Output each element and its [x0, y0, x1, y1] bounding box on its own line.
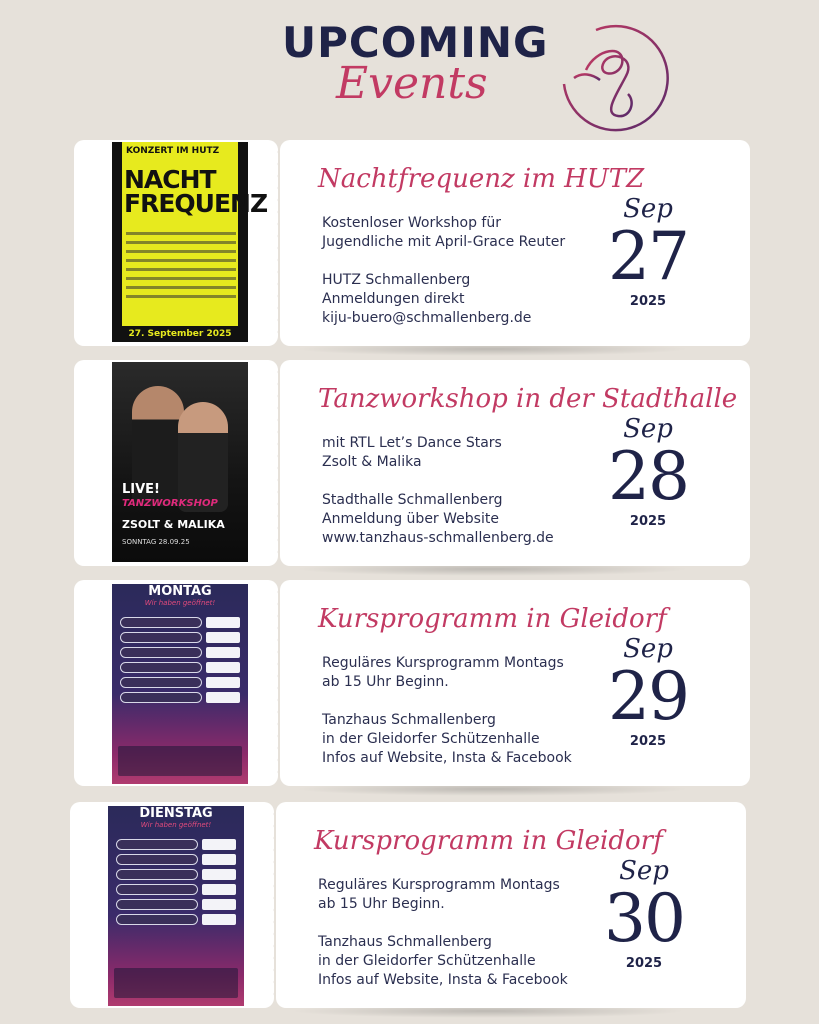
- event-description: mit RTL Let’s Dance Stars Zsolt & Malika Stadthalle Schmallenberg Anmeldung über Website www.tanzhaus-schmallenberg.de: [322, 434, 612, 548]
- event-description: Kostenloser Workshop für Jugendliche mit April-Grace Reuter HUTZ Schmallenberg Anmeldungen direkt kiju-buero@schmallenberg.de: [322, 214, 612, 328]
- ticket-body: [280, 140, 750, 346]
- event-card[interactable]: [70, 802, 746, 1008]
- event-card[interactable]: [74, 140, 750, 346]
- poster-date: 27. September 2025: [112, 326, 248, 342]
- event-description: Reguläres Kursprogramm Montags ab 15 Uhr Beginn. Tanzhaus Schmallenberg in der Gleidorfer Schützenhalle Infos auf Website, Insta & Facebook: [322, 655, 572, 766]
- event-poster[interactable]: MONTAG Wir haben geöffnet!: [112, 582, 248, 782]
- ticket-body: [280, 580, 750, 786]
- page-subtitle: Events: [336, 58, 488, 109]
- event-poster[interactable]: [112, 142, 268, 342]
- event-card[interactable]: [74, 580, 750, 786]
- ticket-body: [280, 360, 750, 566]
- event-title: Kursprogramm in Gleidorf: [318, 604, 667, 634]
- event-title: Nachtfrequenz im HUTZ: [318, 164, 645, 194]
- event-poster[interactable]: DIENSTAG Wir haben geöffnet!: [108, 804, 244, 1004]
- page-title: UPCOMING: [282, 18, 549, 67]
- dancer-figure: [178, 402, 228, 512]
- event-website-link[interactable]: www.tanzhaus-schmallenberg.de: [322, 530, 554, 546]
- event-date: Sep 28 2025: [608, 414, 688, 529]
- ticket-stub: [74, 140, 278, 346]
- event-description: Reguläres Kursprogramm Montags ab 15 Uhr Beginn. Tanzhaus Schmallenberg in der Gleidorfer Schützenhalle Infos auf Website, Insta & Facebook: [318, 877, 568, 988]
- poster-text: KONZERT IM HUTZ: [126, 146, 220, 156]
- dance-logo-icon: [556, 18, 672, 134]
- poster-headline: NACHT FREQUENZ: [124, 165, 268, 218]
- ticket-stub: [70, 802, 274, 1008]
- event-email-link[interactable]: kiju-buero@schmallenberg.de: [322, 310, 532, 326]
- event-date: Sep 29 2025: [608, 634, 688, 749]
- event-poster[interactable]: LIVE! TANZWORKSHOP ZSOLT & MALIKA SONNTAG 28.09.25: [112, 362, 248, 562]
- event-title: Kursprogramm in Gleidorf: [314, 826, 663, 856]
- event-date: Sep 30 2025: [604, 856, 684, 971]
- event-title: Tanzworkshop in der Stadthalle: [318, 384, 738, 414]
- event-date: Sep 27 2025: [608, 194, 688, 309]
- header: [0, 0, 819, 140]
- ticket-stub: [74, 580, 278, 786]
- ticket-stub: [74, 360, 278, 566]
- event-card[interactable]: [74, 360, 750, 566]
- ticket-body: [276, 802, 746, 1008]
